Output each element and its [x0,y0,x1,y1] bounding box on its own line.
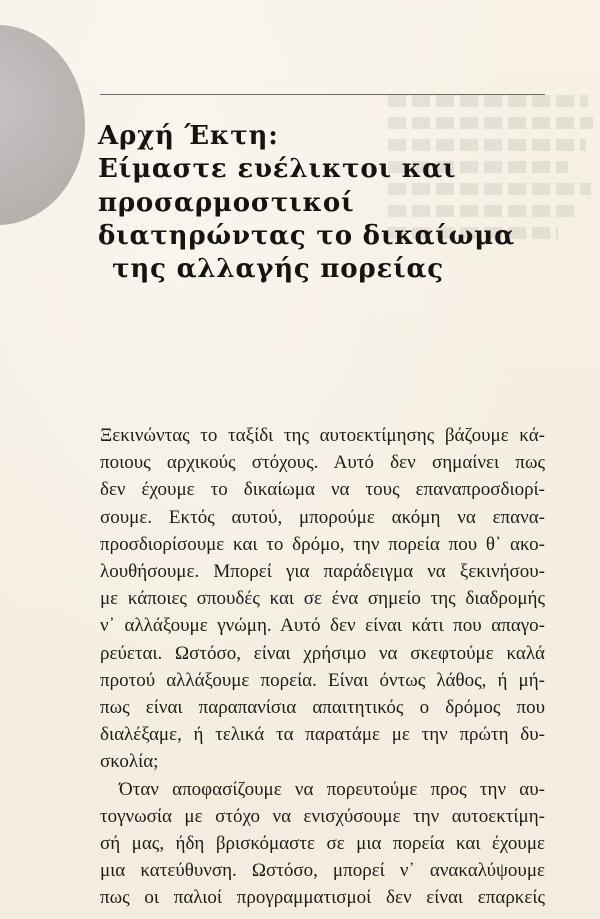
chapter-title-line: Αρχή Έκτη: [98,121,279,151]
text-line: προτού αλλάξουμε πορεία. Είναι όντως λάθος, ή μή- [100,669,545,691]
text-line: λουθήσουμε. Μπορεί για παράδειγμα να ξεκινήσου- [100,561,545,583]
text-line: τογνωσία με στόχο να ενισχύσουμε την αυτοεκτίμη- [100,805,545,827]
text-line: ρεύεται. Ωστόσο, είναι χρήσιμο να σκεφτούμε καλά [100,642,545,664]
text-line: σή μας, ήδη βρισκόμαστε σε μια πορεία και έχουμε [100,833,545,855]
text-line: ν᾽ αλλάξουμε γνώμη. Αυτό δεν είναι κάτι που απαγο- [100,615,545,637]
chapter-title-line: διατηρώντας το δικαίωμα [98,220,515,251]
paragraph-1 [100,422,545,776]
text-line: Ξεκινώντας το ταξίδι της αυτοεκτίμησης βάζουμε κά- [100,425,545,446]
decorative-circle [0,25,85,225]
text-line: πως είναι παραπανίσια απαιτητικός ο δρόμος που [100,697,545,719]
text-line: διαλέξαμε, ή τελικά τα παρατάμε με την πρώτη δυ- [100,724,545,746]
text-line: Όταν αποφασίζουμε να πορευτούμε προς την αυ- [119,778,545,800]
text-line: σκολία; [100,751,159,773]
chapter-title-line: Είμαστε ευέλικτοι και [98,154,457,185]
chapter-title-line: προσαρμοστικοί [98,187,355,218]
header-rule [100,94,545,95]
body-text [100,422,545,912]
text-line: πως οι παλιοί προγραμματισμοί δεν είναι επαρκείς [100,887,545,909]
text-line: με κάποιες σπουδές και σε ένα σημείο της διαδρομής [100,588,545,610]
chapter-title-line: της αλλαγής πορείας [112,254,444,285]
text-line: προσδιορίσουμε και το δρόμο, την πορεία που θ᾽ ακο- [100,533,545,555]
text-line: σουμε. Εκτός αυτού, μπορούμε ακόμη να επανα- [100,506,545,528]
paragraph-2 [100,776,545,912]
text-line: μια κατεύθυνση. Ωστόσο, μπορεί ν᾽ ανακαλύψουμε [100,860,545,882]
chapter-title [98,120,518,286]
bleed-line [388,95,588,107]
text-line: δεν έχουμε το δικαίωμα να τους επαναπροσδιορί- [100,479,545,501]
text-line: ποιους αρχικούς στόχους. Αυτό δεν σημαίνει πως [100,452,545,474]
